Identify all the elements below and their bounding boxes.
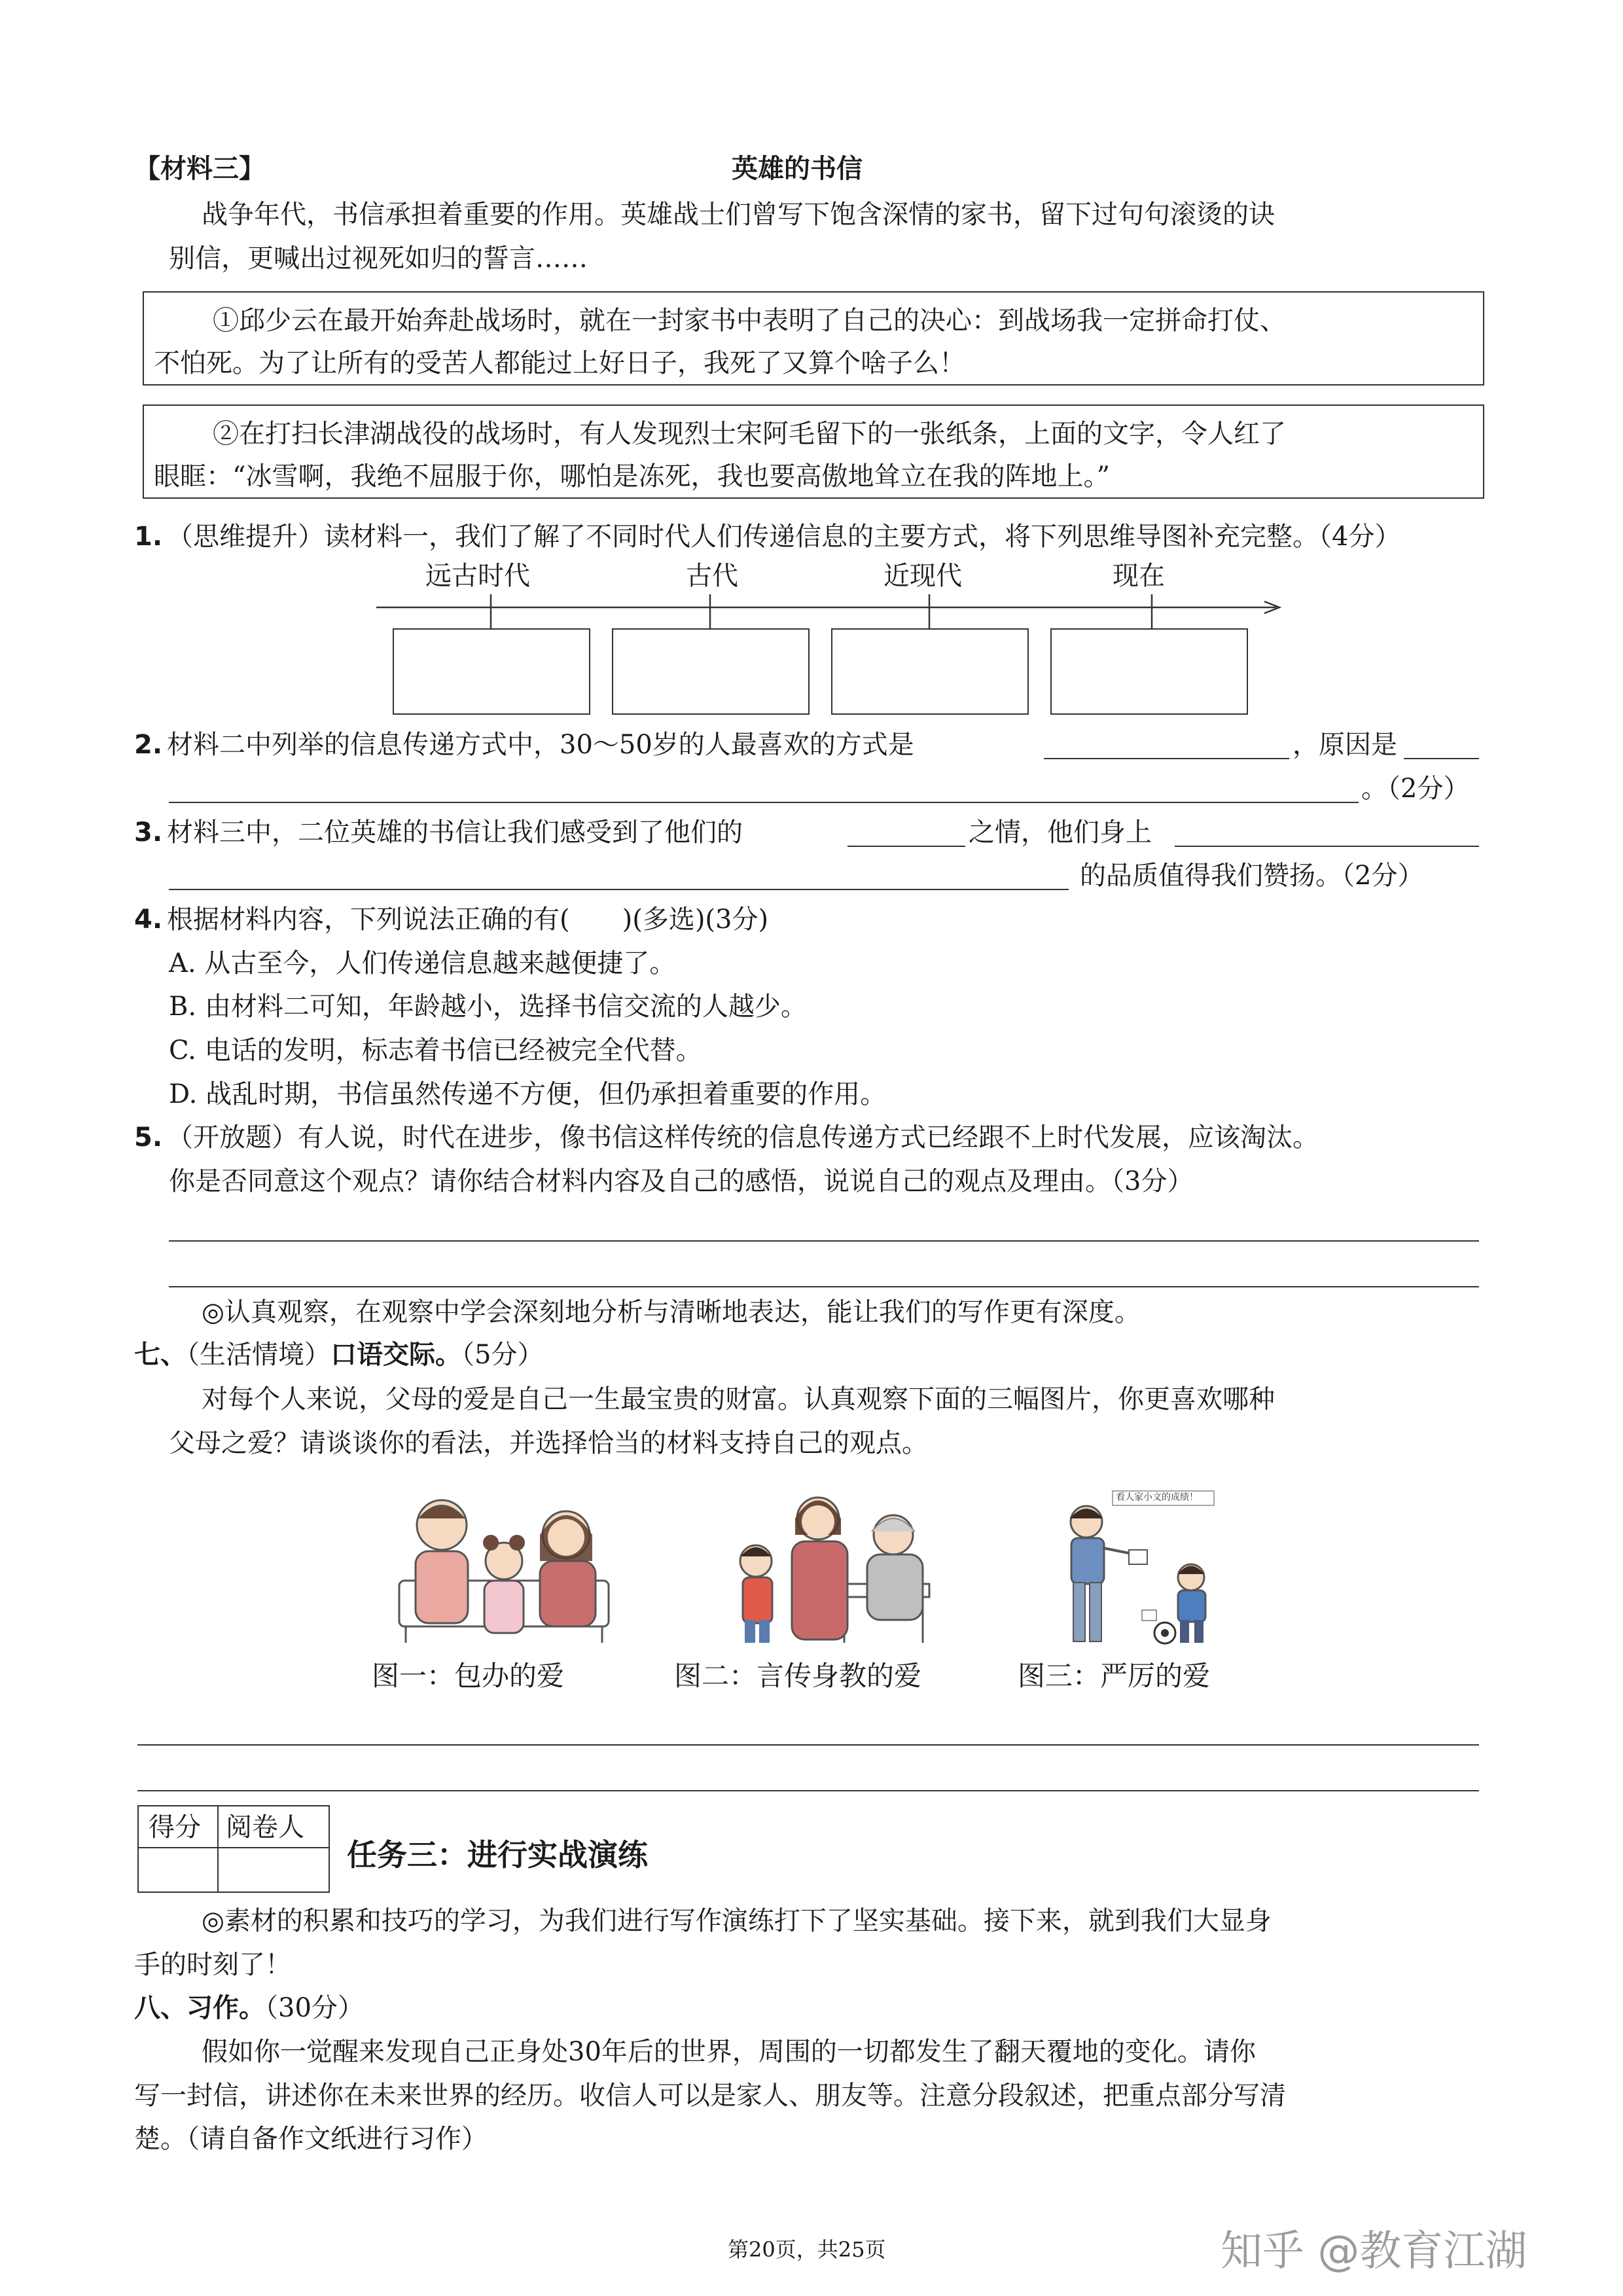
section7-prefix: 七、 [134, 1340, 187, 1370]
task3-title: 任务三：进行实战演练 [347, 1837, 648, 1873]
q5-answer-line-2[interactable] [169, 1286, 1479, 1287]
q3-number: 3. [134, 817, 163, 848]
material-intro-line2: 别信，更喊出过视死如归的誓言…… [169, 243, 588, 274]
section7-line2: 父母之爱？请谈谈你的看法，并选择恰当的材料支持自己的观点。 [169, 1428, 928, 1458]
score-table [137, 1805, 330, 1893]
section7-heading [134, 1342, 543, 1368]
section7-answer-line-1[interactable] [137, 1744, 1479, 1746]
section8-line3: 楚。（请自备作文纸进行习作） [134, 2124, 488, 2154]
answer-box-now[interactable] [1050, 628, 1248, 715]
answer-box-old[interactable] [612, 628, 810, 715]
q3-end: 的品质值得我们赞扬。（2分） [1080, 861, 1424, 891]
figure-2-illustration [726, 1486, 936, 1646]
figure-3-caption: 图三：严厉的爱 [1018, 1660, 1211, 1692]
q5-answer-line-1[interactable] [169, 1240, 1479, 1242]
q5-line2: 你是否同意这个观点？请你结合材料内容及自己的感悟，说说自己的观点及理由。（3分） [169, 1166, 1194, 1196]
task3-note-line1: ◎素材的积累和技巧的学习，为我们进行写作演练打下了坚实基础。接下来，就到我们大显身 [202, 1906, 1272, 1936]
material-tag: 【材料三】 [134, 154, 265, 184]
section7-tag: （生活情境） [187, 1340, 330, 1370]
score-table-score-header: 得分 [149, 1812, 201, 1842]
grader-input-cell[interactable] [219, 1849, 327, 1890]
answer-box-ancient[interactable] [393, 628, 590, 715]
section7-line1: 对每个人来说，父母的爱是自己一生最宝贵的财富。认真观察下面的三幅图片，你更喜欢哪种 [202, 1384, 1275, 1414]
q2-blank-method[interactable] [1044, 758, 1289, 759]
era-now: 现在 [1113, 561, 1165, 591]
q3-blank-quality-a[interactable] [1175, 846, 1479, 847]
q2-number: 2. [134, 730, 163, 760]
task3-note-line2: 手的时刻了！ [134, 1950, 291, 1980]
q1-text: （思维提升）读材料一，我们了解了不同时代人们传递信息的主要方式，将下列思维导图补充完整。（4分） [167, 522, 1401, 552]
q1-number: 1. [134, 522, 163, 552]
figure-1-illustration [393, 1489, 615, 1646]
q2-blank-reason-b[interactable] [169, 802, 1359, 803]
q2-end: 。（2分） [1361, 774, 1470, 804]
section7-score: （5分） [461, 1340, 544, 1370]
figure-3-illustration [1031, 1486, 1247, 1649]
q4-text: 根据材料内容，下列说法正确的有( )(多选)(3分) [167, 905, 769, 935]
q4-option-b[interactable]: B. 由材料二可知，年龄越小，选择书信交流的人越少。 [169, 992, 807, 1022]
q2-mid: ，原因是 [1293, 730, 1397, 760]
section8-line2: 写一封信，讲述你在未来世界的经历。收信人可以是家人、朋友等。注意分段叙述，把重点部分写清 [134, 2081, 1286, 2111]
section8-heading [134, 1995, 364, 2021]
section8-title: 八、习作。 [134, 1993, 265, 2023]
figure-1-caption: 图一：包办的爱 [372, 1660, 565, 1692]
q4-option-a[interactable]: A. 从古至今，人们传递信息越来越便捷了。 [169, 948, 676, 978]
figure-2-caption: 图二：言传身教的爱 [674, 1660, 922, 1692]
score-input-cell[interactable] [139, 1849, 216, 1890]
q3-line1: 材料三中，二位英雄的书信让我们感受到了他们的 [167, 817, 743, 848]
q4-option-d[interactable]: D. 战乱时期，书信虽然传递不方便，但仍承担着重要的作用。 [169, 1079, 887, 1109]
answer-box-modern[interactable] [831, 628, 1029, 715]
section8-line1: 假如你一觉醒来发现自己正身处30年后的世界，周围的一切都发生了翻天覆地的变化。请你 [202, 2037, 1256, 2067]
q4-number: 4. [134, 905, 163, 935]
section7-answer-line-2[interactable] [137, 1790, 1479, 1791]
era-ancient: 远古时代 [425, 561, 530, 591]
era-modern: 近现代 [883, 561, 962, 591]
era-old: 古代 [686, 561, 738, 591]
q4-option-c[interactable]: C. 电话的发明，标志着书信已经被完全代替。 [169, 1035, 702, 1066]
timeline-arrow [373, 594, 1289, 634]
q5-number: 5. [134, 1122, 163, 1153]
observe-note: ◎认真观察，在观察中学会深刻地分析与清晰地表达，能让我们的写作更有深度。 [202, 1297, 1141, 1327]
q2-blank-reason-a[interactable] [1404, 758, 1479, 759]
page-number: 第20页，共25页 [728, 2237, 886, 2262]
quote2-line1: ②在打扫长津湖战役的战场时，有人发现烈士宋阿毛留下的一张纸条，上面的文字，令人红了 [213, 419, 1286, 449]
quote1-line1: ①邱少云在最开始奔赴战场时，就在一封家书中表明了自己的决心：到战场我一定拼命打仗、 [213, 306, 1286, 336]
score-table-grader-header: 阅卷人 [226, 1812, 304, 1842]
material-title: 英雄的书信 [732, 154, 863, 184]
quote1-line2: 不怕死。为了让所有的受苦人都能过上好日子，我死了又算个啥子么！ [154, 348, 965, 378]
q2-line1: 材料二中列举的信息传递方式中，30～50岁的人最喜欢的方式是 [167, 730, 914, 760]
material-intro-line1: 战争年代，书信承担着重要的作用。英雄战士们曾写下饱含深情的家书，留下过句句滚烫的诀 [202, 200, 1275, 230]
quote2-line2: 眼眶：“冰雪啊，我绝不屈服于你，哪怕是冻死，我也要高傲地耸立在我的阵地上。” [154, 461, 1110, 492]
watermark-logo: 知乎 @教育江湖 [1221, 2227, 1527, 2276]
q3-mid: 之情，他们身上 [969, 817, 1152, 848]
section7-title: 口语交际。 [330, 1340, 461, 1370]
q3-blank-feeling[interactable] [847, 846, 965, 847]
section8-score: （30分） [265, 1993, 364, 2023]
q5-line1: （开放题）有人说，时代在进步，像书信这样传统的信息传递方式已经跟不上时代发展，应该淘汰。 [167, 1122, 1319, 1153]
q3-blank-quality-b[interactable] [169, 889, 1069, 890]
figure-3-bubble-text: 看人家小文的成绩！ [1116, 1492, 1198, 1503]
